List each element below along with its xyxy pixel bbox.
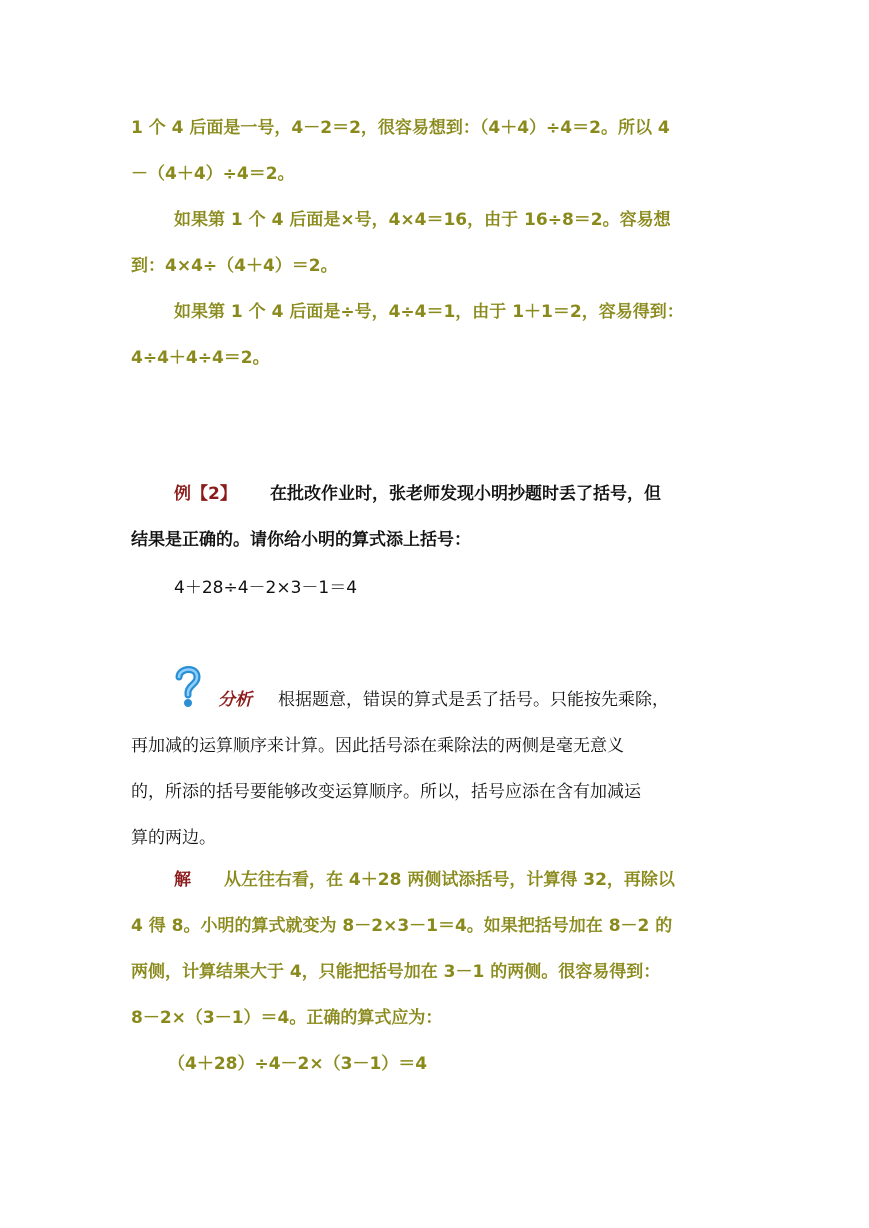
example-formula: 4＋28÷4－2×3－1＝4 [174, 578, 358, 598]
analysis-text-line-3: 的，所添的括号要能够改变运算顺序。所以，括号应添在含有加减运 [131, 782, 641, 802]
solution-text-line-2: 4 得 8。小明的算式就变为 8－2×3－1＝4。如果把括号加在 8－2 的 [131, 916, 673, 936]
solution-label: 解 [174, 870, 191, 890]
top-text-line-3: 如果第 1 个 4 后面是×号，4×4＝16，由于 16÷8＝2。容易想 [174, 210, 671, 230]
analysis-label: 分析 [218, 690, 252, 710]
analysis-text-line-4: 算的两边。 [131, 828, 216, 848]
solution-text-line-3: 两侧，计算结果大于 4，只能把括号加在 3－1 的两侧。很容易得到： [131, 962, 661, 982]
example-text-line-2: 结果是正确的。请你给小明的算式添上括号： [131, 530, 471, 550]
top-text-line-6: 4÷4＋4÷4＝2。 [131, 348, 270, 368]
top-text-line-1: 1 个 4 后面是一号，4－2＝2，很容易想到：（4＋4）÷4＝2。所以 4 [131, 118, 670, 138]
top-text-line-4: 到：4×4÷（4＋4）＝2。 [131, 256, 338, 276]
solution-text-line-1: 从左往右看，在 4＋28 两侧试添括号，计算得 32，再除以 [224, 870, 675, 890]
question-mark-icon [174, 664, 202, 708]
analysis-text-line-1: 根据题意，错误的算式是丢了括号。只能按先乘除， [278, 690, 669, 710]
top-text-line-2: －（4＋4）÷4＝2。 [131, 164, 295, 184]
example-text-line-1: 在批改作业时，张老师发现小明抄题时丢了括号，但 [270, 484, 661, 504]
top-text-line-5: 如果第 1 个 4 后面是÷号，4÷4＝1，由于 1＋1＝2，容易得到： [174, 302, 684, 322]
analysis-text-line-2: 再加减的运算顺序来计算。因此括号添在乘除法的两侧是毫无意义 [131, 736, 624, 756]
example-label: 例【2】 [174, 484, 237, 504]
solution-text-line-4: 8－2×（3－1）＝4。正确的算式应为： [131, 1008, 443, 1028]
solution-formula: （4＋28）÷4－2×（3－1）＝4 [168, 1054, 428, 1074]
